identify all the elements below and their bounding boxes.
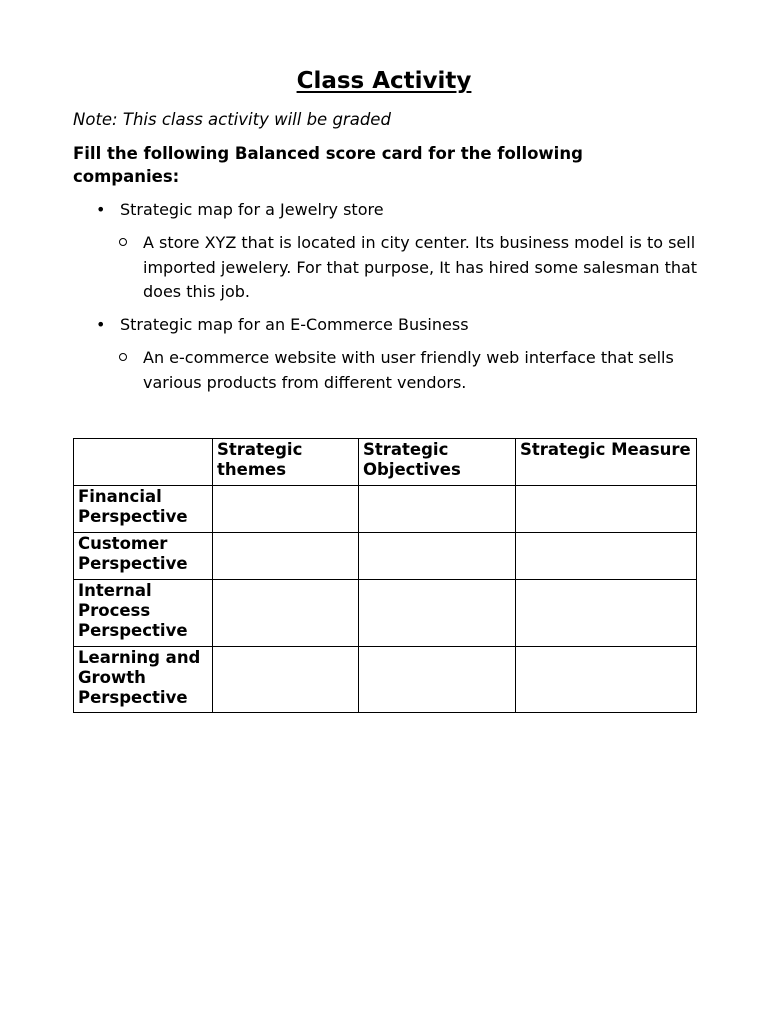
table-row xyxy=(74,580,697,647)
table-cell[interactable] xyxy=(359,486,516,533)
table-cell[interactable] xyxy=(516,580,697,647)
table-cell[interactable] xyxy=(359,647,516,713)
bullet-heading: Strategic map for an E-Commerce Business xyxy=(120,315,469,334)
table-cell[interactable] xyxy=(516,533,697,580)
table-cell[interactable] xyxy=(359,533,516,580)
sub-item-text: An e-commerce website with user friendly web interface that sells various products from different vendors. xyxy=(143,348,674,392)
instruction-text: Fill the following Balanced score card for the following companies: xyxy=(73,144,583,186)
table-row xyxy=(74,533,697,580)
table-cell[interactable] xyxy=(213,647,359,713)
row-label-financial: Financial Perspective xyxy=(74,486,213,533)
header-cell-objectives: Strategic Objectives xyxy=(359,439,516,486)
row-label-customer: Customer Perspective xyxy=(74,533,213,580)
bullet-heading: Strategic map for a Jewelry store xyxy=(120,200,384,219)
table-cell[interactable] xyxy=(516,647,697,713)
row-label-internal-process: Internal Process Perspective xyxy=(74,580,213,647)
sub-item-text: A store XYZ that is located in city center. Its business model is to sell imported jewelery. For that purpose, It has hired some salesman that does this job. xyxy=(143,233,698,301)
bullet-icon: • xyxy=(96,200,106,219)
table-header-row xyxy=(74,439,697,486)
table-cell[interactable] xyxy=(213,580,359,647)
header-cell-measure: Strategic Measure xyxy=(516,439,697,486)
hollow-circle-bullet-icon xyxy=(119,353,127,361)
header-cell-themes: Strategic themes xyxy=(213,439,359,486)
row-label-learning-growth: Learning and Growth Perspective xyxy=(74,647,213,713)
table-row xyxy=(74,647,697,713)
hollow-circle-bullet-icon xyxy=(119,238,127,246)
grading-note: Note: This class activity will be graded xyxy=(73,110,391,129)
balanced-scorecard-table xyxy=(73,438,697,713)
header-cell-empty xyxy=(74,439,213,486)
document-title: Class Activity xyxy=(296,68,472,94)
bullet-icon: • xyxy=(96,315,106,334)
table-cell[interactable] xyxy=(359,580,516,647)
table-row xyxy=(74,486,697,533)
table-cell[interactable] xyxy=(213,533,359,580)
table-cell[interactable] xyxy=(213,486,359,533)
table-cell[interactable] xyxy=(516,486,697,533)
